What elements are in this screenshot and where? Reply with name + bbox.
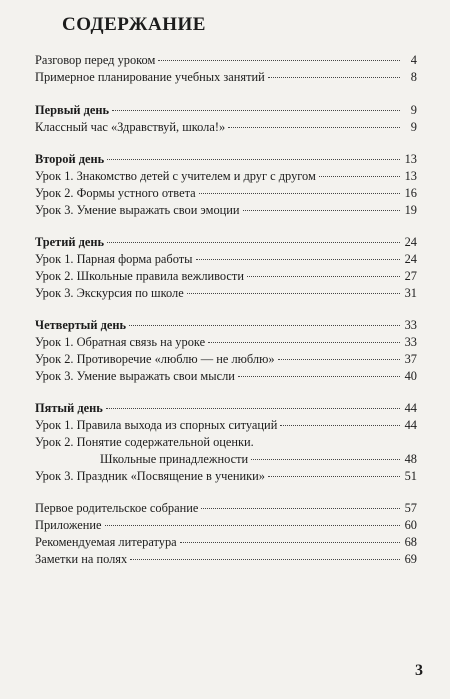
toc-entry[interactable] <box>35 202 417 219</box>
toc-entry-page: 57 <box>404 501 417 515</box>
toc-entry-page: 33 <box>404 318 417 332</box>
toc-entry[interactable] <box>35 52 417 69</box>
toc-entry-title: Урок 2. Формы устного ответа <box>35 186 196 200</box>
toc-entry-page: 69 <box>404 552 417 566</box>
toc-entry-page: 27 <box>404 269 417 283</box>
toc-day-heading[interactable] <box>35 317 417 334</box>
toc-section-appendix <box>35 500 417 568</box>
toc-entry-page: 33 <box>404 335 417 349</box>
dot-leader <box>278 359 400 360</box>
page-title: СОДЕРЖАНИЕ <box>62 14 206 35</box>
toc-entry-page: 40 <box>404 369 417 383</box>
dot-leader <box>180 542 400 543</box>
toc-entry-title-line[interactable]: Урок 2. Понятие содержательной оценки. <box>35 435 254 449</box>
toc-entry[interactable] <box>35 251 417 268</box>
dot-leader <box>280 425 400 426</box>
toc-entry-title: Разговор перед уроком <box>35 53 156 67</box>
toc-entry-page: 24 <box>404 235 417 249</box>
toc-entry-page: 68 <box>404 535 417 549</box>
toc-entry-title: Приложение <box>35 518 102 532</box>
table-of-contents <box>35 52 417 583</box>
toc-entry-title: Первое родительское собрание <box>35 501 199 515</box>
toc-entry-title: Урок 1. Правила выхода из спорных ситуаций <box>35 418 278 432</box>
dot-leader <box>130 559 400 560</box>
toc-entry-title: Урок 3. Умение выражать свои эмоции <box>35 203 240 217</box>
toc-entry-title: Урок 2. Противоречие «люблю — не люблю» <box>35 352 275 366</box>
toc-section-day-5 <box>35 400 417 485</box>
toc-entry-title: Урок 1. Парная форма работы <box>35 252 193 266</box>
toc-entry-title: Первый день <box>35 103 110 117</box>
toc-entry-title: Примерное планирование учебных занятий <box>35 70 265 84</box>
toc-entry-page: 44 <box>404 401 417 415</box>
dot-leader <box>187 293 400 294</box>
toc-entry-title: Урок 2. Школьные правила вежливости <box>35 269 244 283</box>
toc-entry[interactable] <box>35 285 417 302</box>
toc-entry-page: 9 <box>410 120 417 134</box>
toc-section-day-2 <box>35 151 417 219</box>
dot-leader <box>251 459 400 460</box>
toc-day-heading[interactable] <box>35 234 417 251</box>
toc-entry-page: 44 <box>404 418 417 432</box>
dot-leader <box>112 110 400 111</box>
toc-entry[interactable] <box>35 534 417 551</box>
toc-entry-title: Классный час «Здравствуй, школа!» <box>35 120 226 134</box>
dot-leader <box>199 193 400 194</box>
dot-leader <box>247 276 400 277</box>
toc-entry-page: 51 <box>404 469 417 483</box>
toc-entry[interactable] <box>35 500 417 517</box>
toc-entry-title: Заметки на полях <box>35 552 128 566</box>
toc-entry-page: 24 <box>404 252 417 266</box>
toc-section-intro <box>35 52 417 86</box>
toc-entry-page: 4 <box>410 53 417 67</box>
toc-entry-page: 16 <box>404 186 417 200</box>
toc-entry[interactable] <box>35 334 417 351</box>
toc-entry[interactable] <box>35 268 417 285</box>
toc-entry[interactable] <box>35 551 417 568</box>
toc-entry-page: 60 <box>404 518 417 532</box>
toc-entry-title: Рекомендуемая литература <box>35 535 177 549</box>
toc-entry-page: 37 <box>404 352 417 366</box>
toc-entry-title: Урок 3. Праздник «Посвящение в ученики» <box>35 469 265 483</box>
dot-leader <box>228 127 400 128</box>
dot-leader <box>158 60 400 61</box>
toc-entry[interactable] <box>35 368 417 385</box>
toc-entry[interactable] <box>35 417 417 434</box>
toc-entry-page: 13 <box>404 169 417 183</box>
dot-leader <box>243 210 400 211</box>
toc-day-heading[interactable] <box>35 102 417 119</box>
toc-entry-page: 19 <box>404 203 417 217</box>
dot-leader <box>106 408 400 409</box>
toc-entry[interactable] <box>35 517 417 534</box>
toc-entry-page: 13 <box>404 152 417 166</box>
toc-entry[interactable] <box>35 351 417 368</box>
toc-entry-title: Урок 1. Знакомство детей с учителем и друг с другом <box>35 169 316 183</box>
toc-entry[interactable] <box>35 119 417 136</box>
dot-leader <box>319 176 400 177</box>
toc-section-day-3 <box>35 234 417 302</box>
dot-leader <box>129 325 400 326</box>
dot-leader <box>208 342 400 343</box>
toc-entry-title: Четвертый день <box>35 318 127 332</box>
toc-entry-page: 8 <box>410 70 417 84</box>
toc-entry[interactable] <box>35 451 417 468</box>
toc-section-day-4 <box>35 317 417 385</box>
toc-entry[interactable] <box>35 468 417 485</box>
toc-entry[interactable] <box>35 185 417 202</box>
toc-day-heading[interactable] <box>35 400 417 417</box>
page-number: 3 <box>415 662 423 679</box>
dot-leader <box>196 259 400 260</box>
toc-entry-title: Урок 1. Обратная связь на уроке <box>35 335 206 349</box>
toc-entry[interactable] <box>35 69 417 86</box>
toc-entry-page: 48 <box>404 452 417 466</box>
dot-leader <box>107 159 400 160</box>
dot-leader <box>238 376 400 377</box>
toc-entry-title: Третий день <box>35 235 105 249</box>
toc-day-heading[interactable] <box>35 151 417 168</box>
toc-entry-title-continuation: Школьные принадлежности <box>100 452 249 466</box>
dot-leader <box>268 476 400 477</box>
toc-section-day-1 <box>35 102 417 136</box>
dot-leader <box>107 242 400 243</box>
dot-leader <box>105 525 400 526</box>
dot-leader <box>201 508 400 509</box>
toc-entry-title: Урок 3. Экскурсия по школе <box>35 286 184 300</box>
toc-entry-title: Урок 3. Умение выражать свои мысли <box>35 369 235 383</box>
toc-entry-page: 9 <box>410 103 417 117</box>
toc-entry-title: Пятый день <box>35 401 103 415</box>
dot-leader <box>268 77 400 78</box>
toc-entry-title: Второй день <box>35 152 105 166</box>
toc-entry[interactable] <box>35 168 417 185</box>
toc-entry-page: 31 <box>404 286 417 300</box>
